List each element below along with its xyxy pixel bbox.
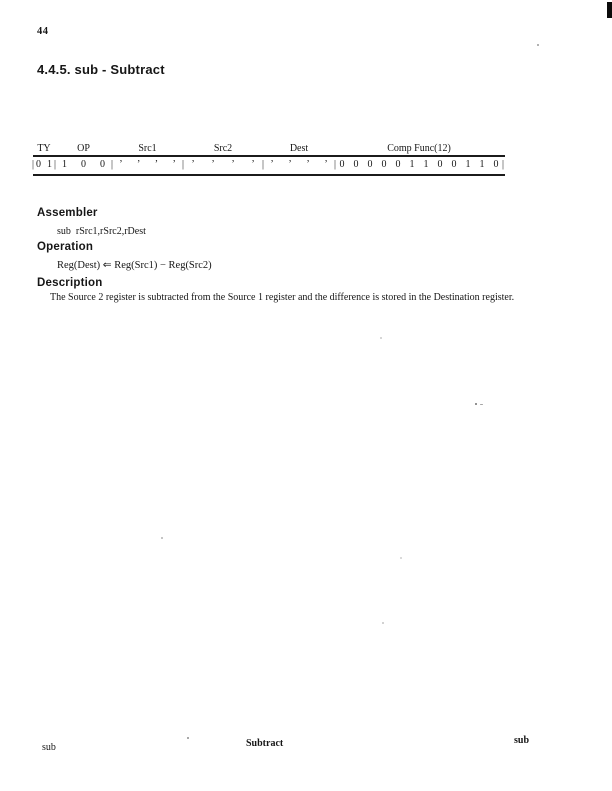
field-label-src2: Src2 [213,143,233,154]
field-label-src1: Src1 [138,143,157,154]
field-label-op: OP [77,143,90,154]
field-bits-ty: | 0 1 [32,159,52,170]
scan-speck [400,557,402,559]
page-number: 44 [37,26,49,37]
scan-speck [380,337,382,339]
bitfield-bottom-rule [33,174,505,176]
instruction-bitfield [33,142,505,176]
operation-heading: Operation [37,241,94,253]
field-bits-src2: | ’ ’ ’ ’ [182,159,255,170]
scan-speck [161,537,163,539]
description-text: The Source 2 register is subtracted from the Source 1 register and the difference is stored in the Destination register. [50,292,515,303]
section-heading: 4.4.5. sub - Subtract [37,62,165,77]
scan-speck [382,622,384,624]
description-heading: Description [37,277,103,289]
field-bits-comp-func-12-: | 0 0 0 0 0 1 1 0 0 1 1 0 [334,159,499,170]
footer-left-mnemonic: sub [42,742,56,753]
field-label-dest: Dest [289,143,309,154]
bitfield-labels [33,142,505,155]
bitfield-bits: | 0 1 | 1 0 0 | ’ ’ ’ ’ | ’ ’ ’ ’ | ’ ’ ’ ’ | 0 0 0 0 0 1 1 0 0 1 1 0 | [33,157,505,174]
assembler-heading: Assembler [37,207,98,219]
field-bits-op: | 1 0 0 [54,159,105,170]
field-label-ty: TY [37,143,51,154]
operation-formula: Reg(Dest) ⇐ Reg(Src1) − Reg(Src2) [57,260,212,271]
footer-center-title: Subtract [246,738,284,749]
assembler-code: sub rSrc1,rSrc2,rDest [57,226,146,237]
field-bits-dest: | ’ ’ ’ ’ [262,159,328,170]
scan-speck [480,404,483,405]
field-label-comp-func-12-: Comp Func(12) [387,143,451,154]
footer-right-mnemonic: sub [514,735,530,746]
scan-speck [475,403,477,405]
field-bits-src1: | ’ ’ ’ ’ [111,159,176,170]
scan-edge-mark [607,2,612,18]
scan-speck [187,737,189,739]
scan-speck [537,44,539,46]
